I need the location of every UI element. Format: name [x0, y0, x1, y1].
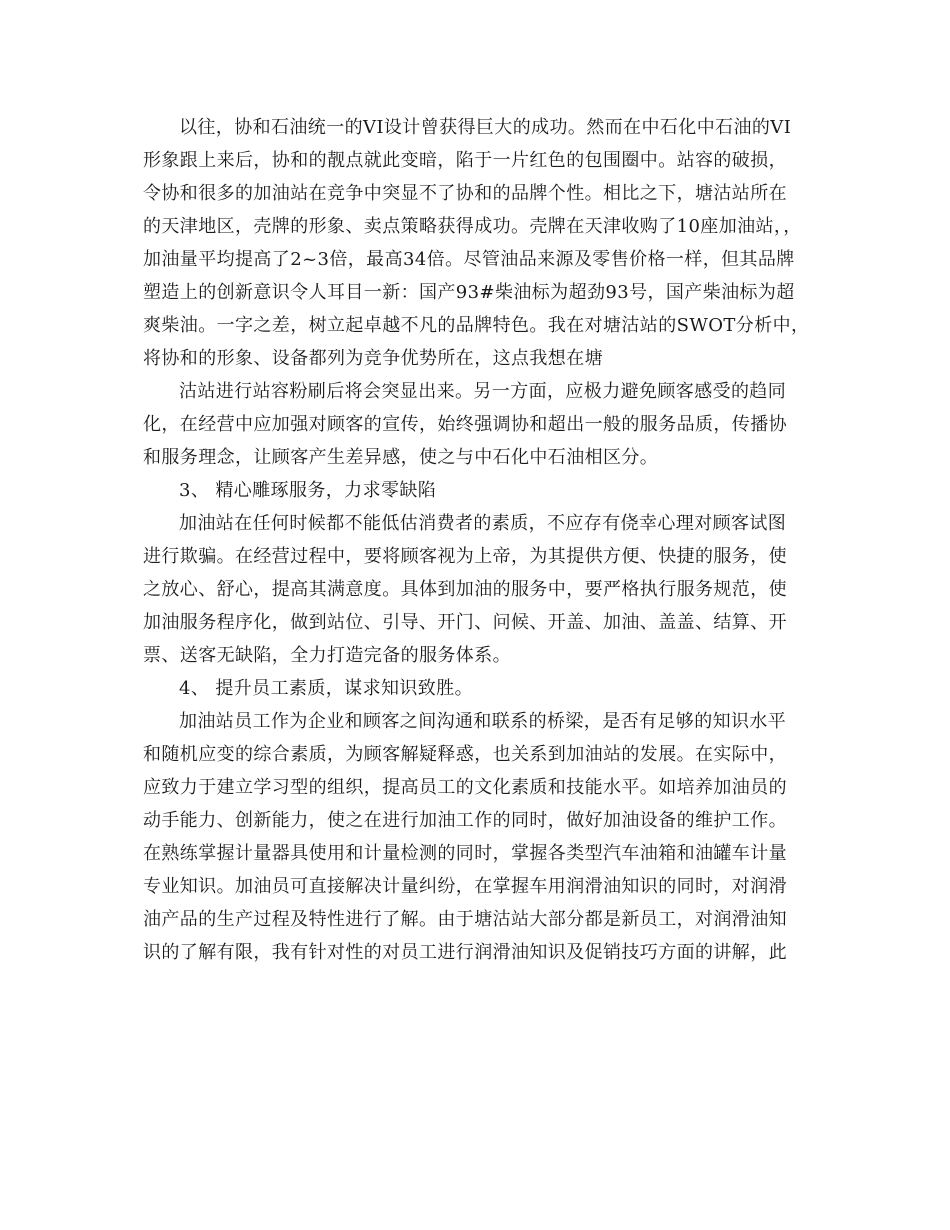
text-line: 3、 精心雕琢服务，力求零缺陷 — [179, 480, 437, 501]
document-body — [143, 111, 808, 969]
text-line: 票、送客无缺陷，全力打造完备的服务体系。 — [143, 645, 511, 666]
text-line: 令协和很多的加油站在竞争中突显不了协和的品牌个性。相比之下，塘沽站所在 — [143, 183, 787, 204]
text-line: 在熟练掌握计量器具使用和计量检测的同时，掌握各类型汽车油箱和油罐车计量 — [143, 843, 787, 864]
text-line: 油产品的生产过程及特性进行了解。由于塘沽站大部分都是新员工，对润滑油知 — [143, 909, 787, 930]
text-line: 加油量平均提高了2~3倍，最高34倍。尽管油品来源及零售价格一样，但其品牌 — [143, 249, 795, 270]
text-line: 爽柴油。一字之差，树立起卓越不凡的品牌特色。我在对塘沽站的SWOT分析中， — [143, 315, 810, 336]
text-line: 以往，协和石油统一的VI设计曾获得巨大的成功。然而在中石化中石油的VI — [179, 117, 792, 138]
text-line: 加油服务程序化，做到站位、引导、开门、问候、开盖、加油、盖盖、结算、开 — [143, 612, 787, 633]
text-line: 将协和的形象、设备都列为竞争优势所在，这点我想在塘 — [143, 348, 603, 369]
text-line: 之放心、舒心，提高其满意度。具体到加油的服务中，要严格执行服务规范，使 — [143, 579, 787, 600]
text-line: 和随机应变的综合素质，为顾客解疑释惑，也关系到加油站的发展。在实际中， — [143, 744, 787, 765]
text-line: 化，在经营中应加强对顾客的宣传，始终强调协和超出一般的服务品质，传播协 — [143, 414, 787, 435]
text-line: 和服务理念，让顾客产生差异感，使之与中石化中石油相区分。 — [143, 447, 659, 468]
text-line: 应致力于建立学习型的组织，提高员工的文化素质和技能水平。如培养加油员的 — [143, 777, 787, 798]
text-line: 形象跟上来后，协和的靓点就此变暗，陷于一片红色的包围圈中。站容的破损， — [143, 150, 787, 171]
text-line: 识的了解有限，我有针对性的对员工进行润滑油知识及促销技巧方面的讲解，此 — [143, 942, 787, 963]
text-line: 动手能力、创新能力，使之在进行加油工作的同时，做好加油设备的维护工作。 — [143, 810, 787, 831]
text-line: 塑造上的创新意识令人耳目一新：国产93#柴油标为超劲93号，国产柴油标为超 — [143, 282, 795, 303]
text-line: 4、 提升员工素质，谋求知识致胜。 — [179, 678, 473, 699]
text-line: 沽站进行站容粉刷后将会突显出来。另一方面，应极力避免顾客感受的趋同 — [179, 381, 787, 402]
text-line: 加油站在任何时候都不能低估消费者的素质，不应存有侥幸心理对顾客试图 — [179, 513, 787, 534]
text-line: 的天津地区，壳牌的形象、卖点策略获得成功。壳牌在天津收购了10座加油站，， — [143, 216, 802, 237]
text-line: 进行欺骗。在经营过程中，要将顾客视为上帝，为其提供方便、快捷的服务，使 — [143, 546, 787, 567]
text-line: 加油站员工作为企业和顾客之间沟通和联系的桥梁，是否有足够的知识水平 — [179, 711, 787, 732]
text-line: 专业知识。加油员可直接解决计量纠纷，在掌握车用润滑油知识的同时，对润滑 — [143, 876, 787, 897]
